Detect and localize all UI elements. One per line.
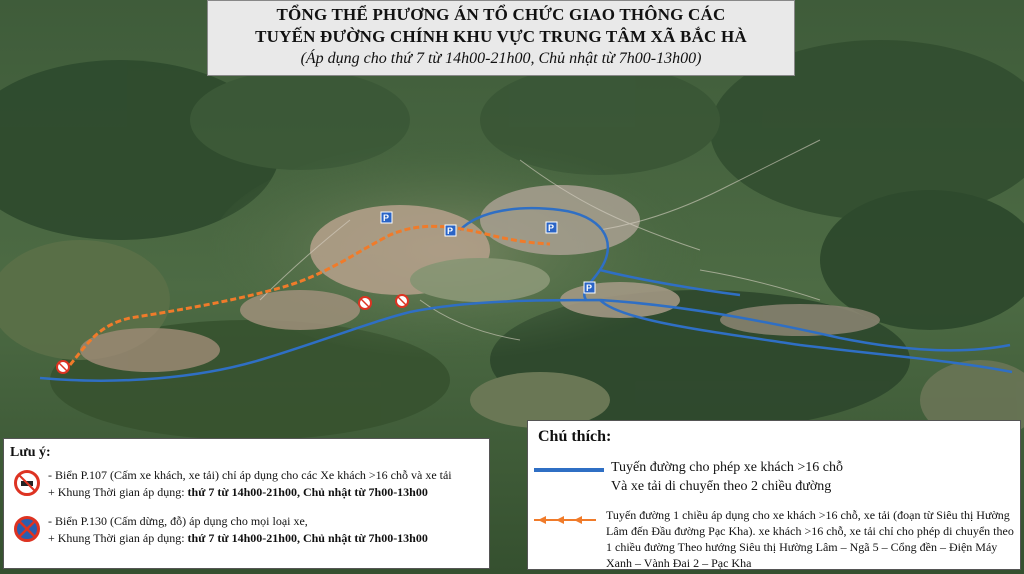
note-p107-line2	[48, 484, 488, 501]
parking-icon: P	[383, 213, 390, 223]
notes-panel	[3, 438, 490, 569]
legend-orange-text: Tuyến đường 1 chiều áp dụng cho xe khách >16 chỗ, xe tải (đoạn từ Siêu thị Hường Lâm đến Đầu đường Pạc Kha). xe khách >16 chỗ, xe tải chỉ cho phép di chuyển theo 1 chiều đường Theo hướng Siêu thị Hường Lâm – Ngã 5 – Cổng đền – Điện Máy Xanh – Vành Đai 2 – Pạc Kha	[606, 508, 1014, 570]
legend-blue-line2: Và xe tải di chuyển theo 2 chiều đường	[611, 479, 832, 494]
note-item-p130	[14, 513, 484, 549]
no-bus-truck-sign-icon	[14, 470, 40, 496]
note-item-p107	[14, 467, 484, 503]
blue-route-swatch	[534, 468, 604, 472]
title-line-2: TUYẾN ĐƯỜNG CHÍNH KHU VỰC TRUNG TÂM XÃ BẮC HÀ	[255, 27, 747, 46]
parking-icon: P	[586, 283, 593, 293]
note-p130-line2	[48, 530, 488, 547]
notes-heading: Lưu ý:	[10, 445, 51, 460]
note-p130-line1: - Biển P.130 (Cấm dừng, đỗ) áp dụng cho mọi loại xe,	[48, 514, 308, 528]
note-p107-line2-bold: thứ 7 từ 14h00-21h00, Chủ nhật từ 7h00-13h00	[187, 485, 428, 499]
note-p130-line2-bold: thứ 7 từ 14h00-21h00, Chủ nhật từ 7h00-13h00	[187, 531, 428, 545]
legend-blue-text	[611, 458, 1011, 496]
no-truck-sign-icon	[57, 361, 69, 373]
note-p130-text	[48, 513, 488, 547]
no-truck-sign-icon	[359, 297, 371, 309]
note-p107-line2-prefix: + Khung Thời gian áp dụng:	[48, 485, 188, 499]
no-stopping-parking-sign-icon	[14, 516, 40, 542]
legend-heading: Chú thích:	[538, 428, 612, 445]
legend-panel	[527, 420, 1021, 570]
title-line-1: TỔNG THỂ PHƯƠNG ÁN TỔ CHỨC GIAO THÔNG CÁC	[276, 5, 726, 24]
note-p107-text	[48, 467, 488, 501]
legend-blue-line1: Tuyến đường cho phép xe khách >16 chỗ	[611, 460, 843, 475]
no-truck-sign-icon	[396, 295, 408, 307]
title-panel	[207, 0, 795, 76]
parking-icon: P	[548, 223, 555, 233]
note-p130-line2-prefix: + Khung Thời gian áp dụng:	[48, 531, 188, 545]
orange-route-swatch	[534, 516, 596, 524]
note-p107-line1: - Biển P.107 (Cấm xe khách, xe tải) chỉ áp dụng cho các Xe khách >16 chỗ và xe tải	[48, 468, 452, 482]
parking-icon: P	[447, 226, 454, 236]
title-subtitle: (Áp dụng cho thứ 7 từ 14h00-21h00, Chủ nhật từ 7h00-13h00)	[300, 50, 702, 67]
